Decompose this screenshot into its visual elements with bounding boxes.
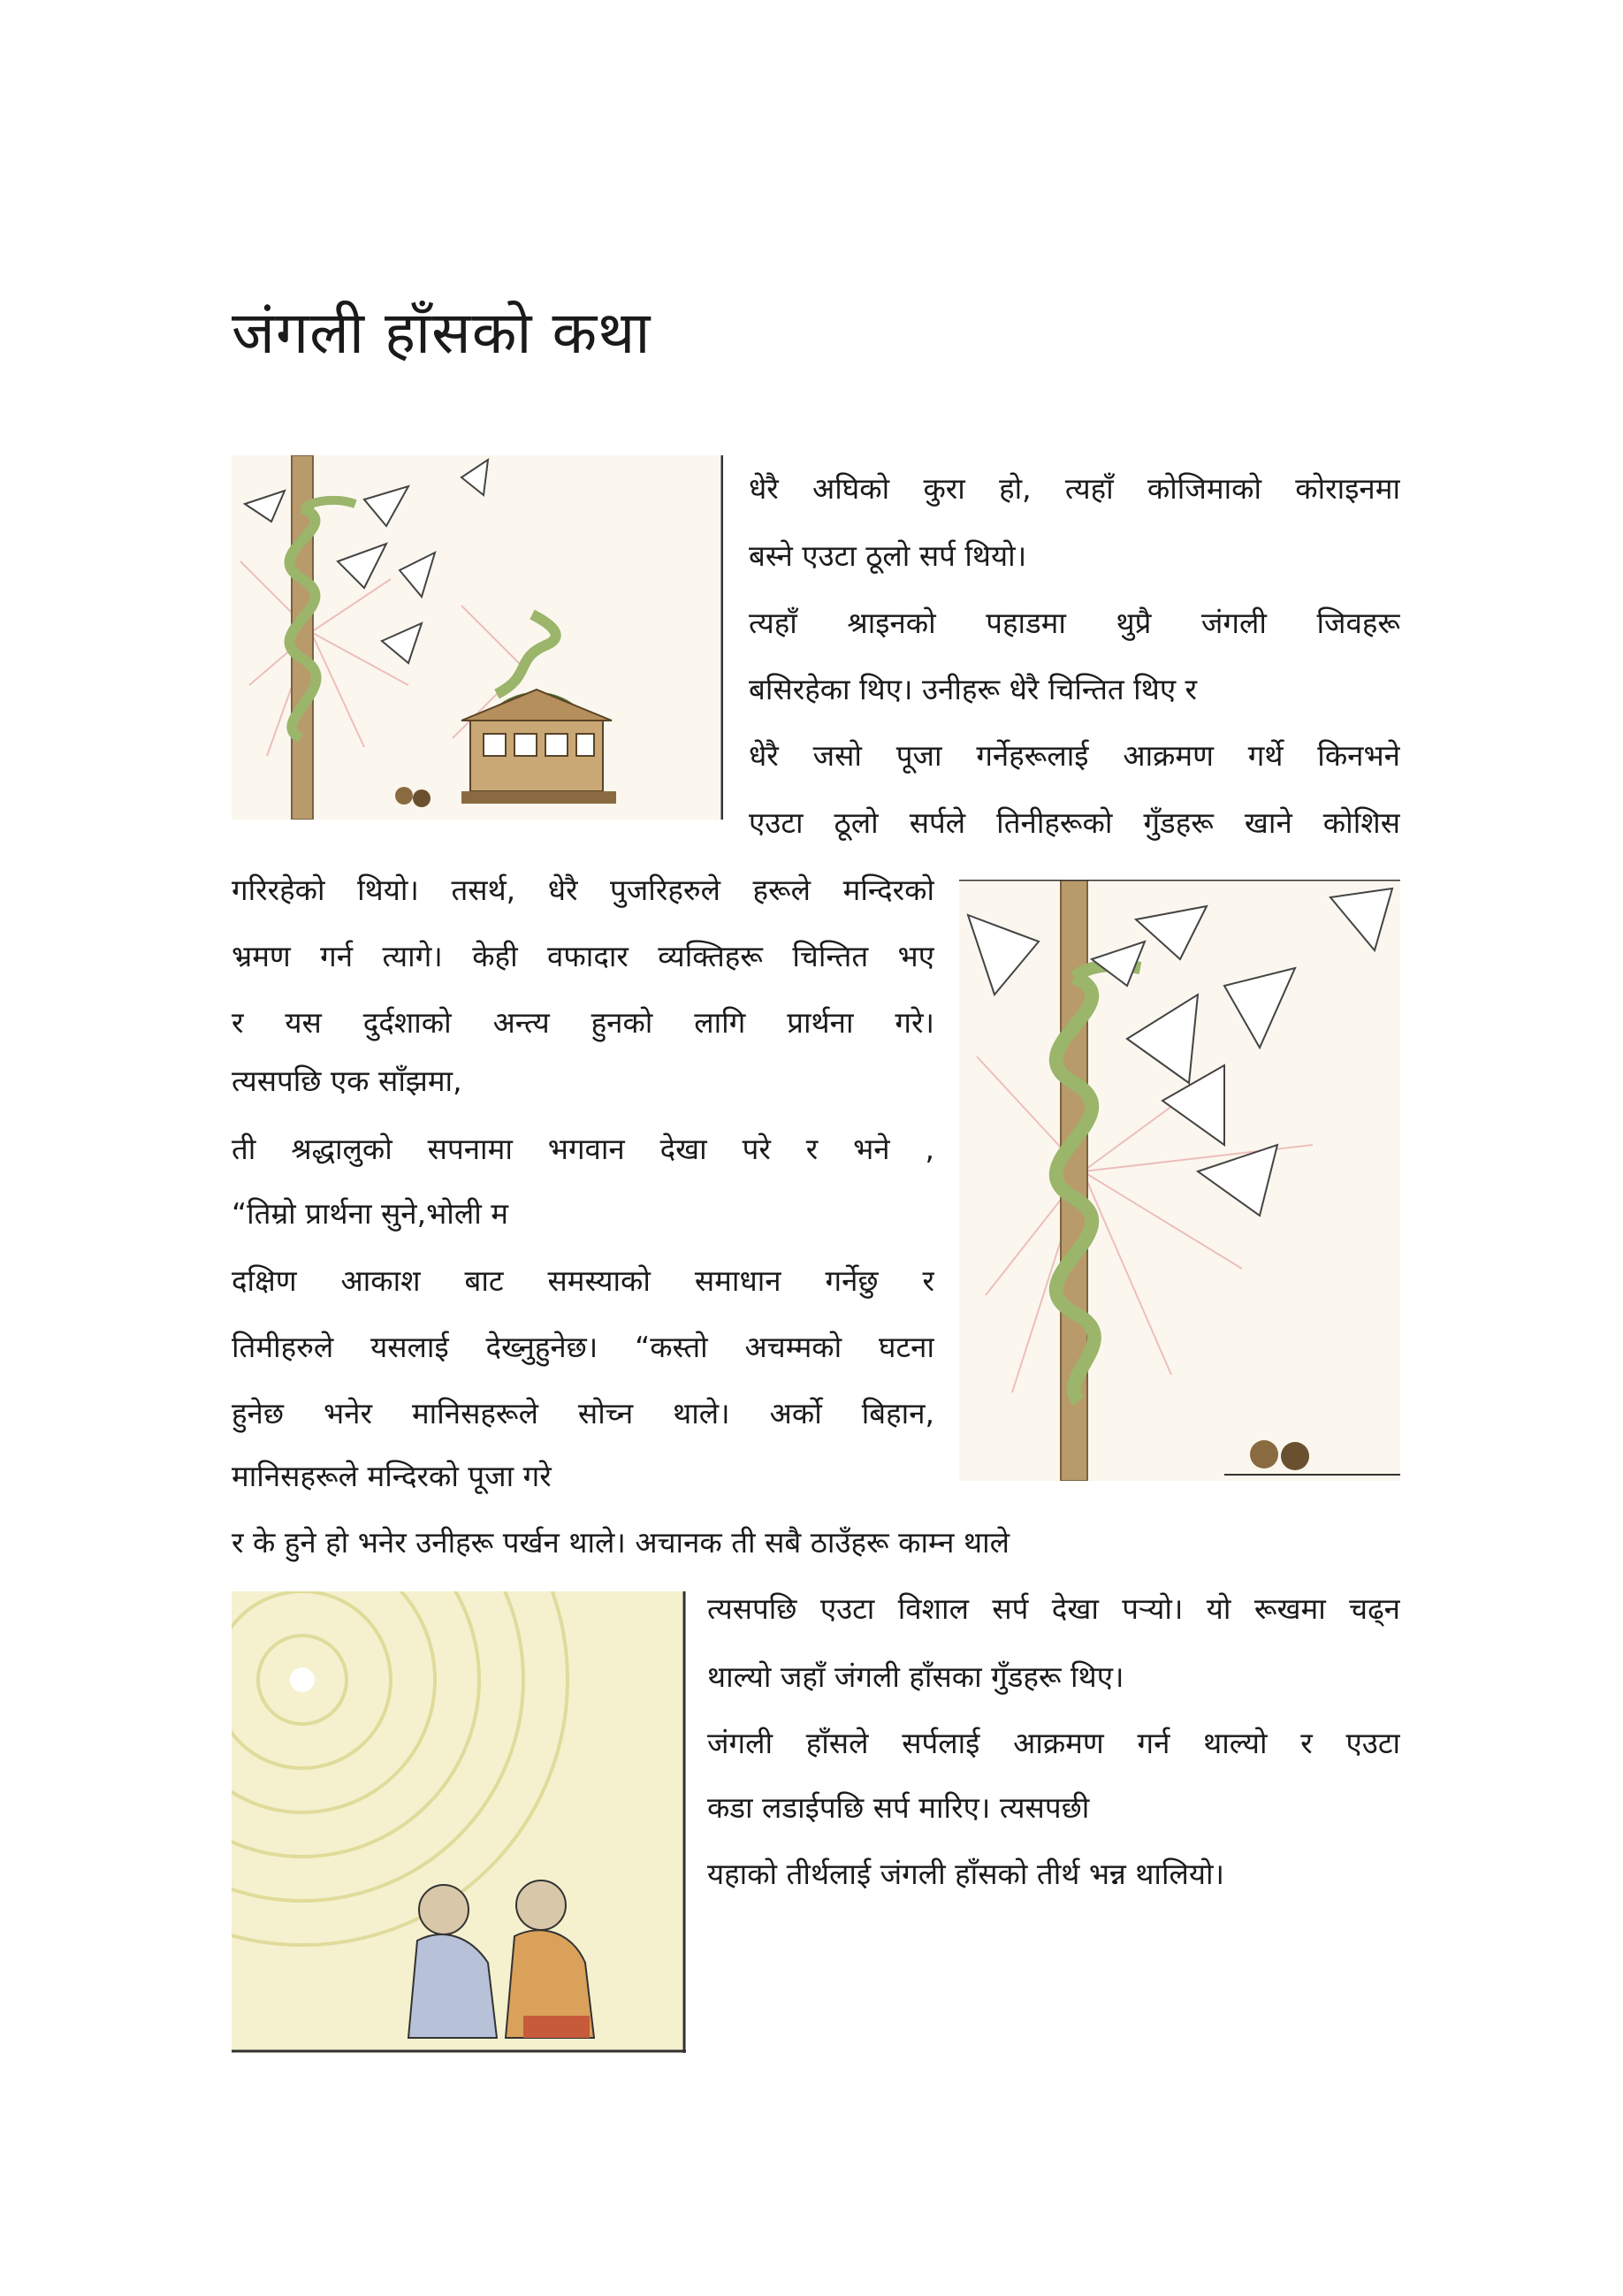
- story-line: यहाको तीर्थलाई जंगली हाँसको तीर्थ भन्न थालियो।: [707, 1857, 1225, 1891]
- story-line: भ्रमण गर्न त्यागे। केही वफादार व्यक्तिहरू चिन्तित भए: [232, 939, 934, 973]
- story-line: दक्षिण आकाश बाट समस्याको समाधान गर्नेछु र: [232, 1263, 934, 1298]
- illustration-snake-tree-shrine: [232, 455, 723, 820]
- story-line: त्यसपछि एउटा विशाल सर्प देखा पर्‍यो। यो रूखमा चढ्न: [707, 1591, 1400, 1626]
- story-line: त्यहाँ श्राइनको पहाडमा थुप्रै जंगली जिवहरू: [749, 606, 1400, 640]
- story-line: थाल्यो जहाँ जंगली हाँसका गुँडहरू थिए।: [707, 1659, 1124, 1694]
- story-line: कडा लडाईपछि सर्प मारिए। त्यसपछी: [707, 1790, 1090, 1825]
- story-line: जंगली हाँसले सर्पलाई आक्रमण गर्न थाल्यो र एउटा: [707, 1726, 1400, 1760]
- story-line: र के हुने हो भनेर उनीहरू पर्खन थाले। अचानक ती सबै ठाउँहरू काम्न थाले: [232, 1525, 1010, 1560]
- story-line: धेरै जसो पूजा गर्नेहरूलाई आक्रमण गर्थे किनभने: [749, 738, 1400, 773]
- story-line: त्यसपछि एक साँझमा,: [232, 1064, 462, 1098]
- story-title: जंगली हाँसको कथा: [232, 299, 651, 367]
- story-line: हुनेछ भनेर मानिसहरूले सोच्न थाले। अर्को बिहान,: [232, 1396, 934, 1430]
- story-line: एउटा ठूलो सर्पले तिनीहरूको गुँडहरू खाने कोशिस: [749, 805, 1400, 840]
- story-line: ती श्रद्धालुको सपनामा भगवान देखा परे र भने ,: [232, 1132, 934, 1166]
- illustration-snake-tree-geese: [959, 880, 1400, 1481]
- story-line: र यस दुर्दशाको अन्त्य हुनको लागि प्रार्थना गरे।: [232, 1005, 934, 1040]
- story-line: मानिसहरूले मन्दिरको पूजा गरे: [232, 1459, 552, 1493]
- story-line: बस्ने एउटा ठूलो सर्प थियो।: [749, 538, 1027, 573]
- story-line: तिमीहरुले यसलाई देख्नुहुनेछ। “कस्तो अचम्मको घटना: [232, 1330, 934, 1364]
- story-line: गरिरहेको थियो। तसर्थ, धेरै पुजरिहरुले हरूले मन्दिरको: [232, 873, 934, 907]
- illustration-sun-praying-people: [232, 1591, 686, 2053]
- story-line: “तिम्रो प्रार्थना सुने,भोली म: [232, 1196, 508, 1231]
- story-line: धेरै अघिको कुरा हो, त्यहाँ कोजिमाको कोराइनमा: [749, 471, 1400, 506]
- story-line: बसिरहेका थिए। उनीहरू धेरै चिन्तित थिए र: [749, 672, 1198, 706]
